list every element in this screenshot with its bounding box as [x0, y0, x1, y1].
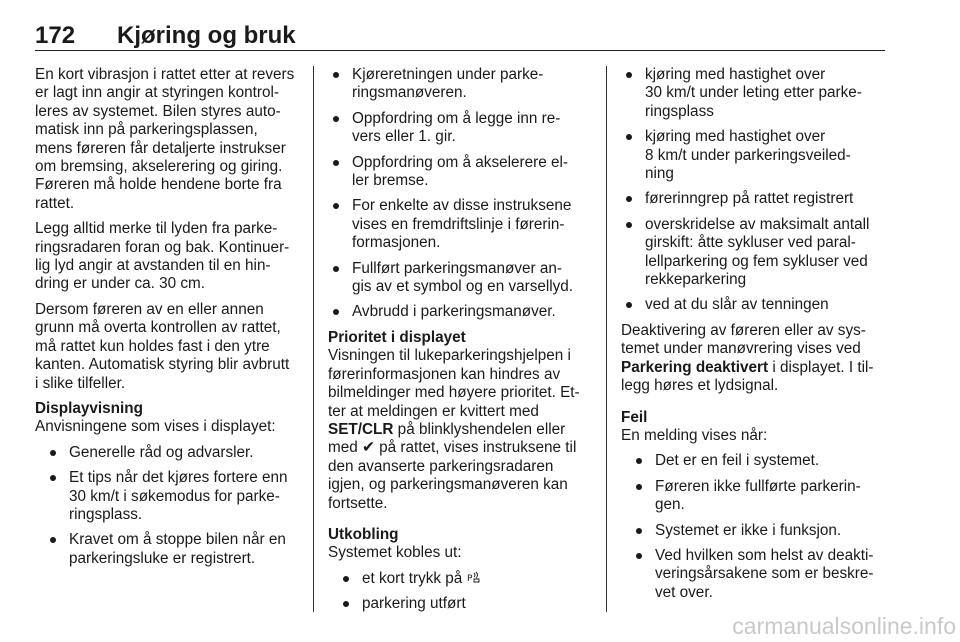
text-line: gis av et symbol og en varsellyd. [352, 278, 574, 296]
bullet-dot [626, 134, 632, 140]
text-line: førerinformasjonen kan hindres av [328, 365, 561, 383]
section-intro: En melding vises når: [621, 426, 768, 444]
list-item [45, 531, 301, 568]
text-line: Fullført parkeringsmanøver an- [352, 259, 562, 277]
section-intro: Systemet kobles ut: [328, 544, 462, 562]
text-line: vet over. [655, 583, 713, 601]
text-line: 30 km/t under leting etter parke- [645, 84, 862, 102]
text-line: formasjonen. [352, 234, 441, 252]
text-line: ved at du slår av tenningen [645, 296, 829, 314]
bullet-list [621, 452, 889, 602]
bullet-dot [626, 72, 632, 78]
section-heading: Prioritet i displayet [328, 328, 466, 346]
text-line: Oppfordring om å legge inn re- [352, 109, 561, 127]
section-heading: Utkobling [328, 525, 399, 543]
section-intro: Anvisningene som vises i displayet: [35, 418, 276, 436]
page-title: Kjøring og bruk [117, 22, 296, 49]
svg-text:P: P [466, 573, 472, 584]
text-line: SET/CLR på blinklyshendelen eller [328, 420, 566, 438]
text-line: Føreren må holde hendene borte fra [35, 176, 282, 194]
text-line: fortsette. [328, 494, 388, 512]
text-line: grunn må overta kontrollen av rattet, [35, 319, 281, 337]
text-line: ringsplass. [69, 505, 143, 523]
bullet-dot [343, 601, 349, 607]
text-line: igjen, og parkeringsmanøveren kan [328, 476, 568, 494]
text-line: 30 km/t i søkemodus for parke- [69, 487, 280, 505]
bullet-list [35, 444, 301, 568]
column-divider [606, 66, 607, 612]
section-heading: Feil [621, 408, 648, 426]
bullet-dot [626, 196, 632, 202]
text-line: er lagt inn angir at styringen kontrol- [35, 84, 280, 102]
text-line: rattet. [35, 194, 75, 212]
text-line: med ✔ på rattet, vises instruksene til [328, 439, 577, 457]
text-line: Oppfordring om å akselerere el- [352, 153, 568, 171]
paragraph [35, 220, 301, 294]
watermark: carmanualsonline.info [732, 613, 956, 639]
column-3: kjøring med hastighet over 30 km/t under leting etter parke- ringsplass kjøring med hastighet over 8 km/t under parkeringsveiled- ning førerinngrep på rattet registrert overskridelse av maksimalt antall girskift: åtte sykluser ved paral- lellparkering og fem sykluser ved rekkeparkering ved at du slår av tenningen Deaktivering av føreren eller av sys- temet under manøvrering vises ved Parkering deaktivert i displayet. I til- legg høres et lydsignal. Feil En melding vises når: Det er en feil i systemet. Føreren ikke fullførte parkerin- gen. Systemet er ikke i funksjon. Ved hvilken som helst av deakti- veringsårsakene som er beskre- vet over. [621, 66, 889, 609]
text-line: dring er under ca. 30 cm. [35, 275, 206, 293]
list-item [621, 296, 889, 314]
bullet-dot [343, 576, 349, 582]
text-line: Avbrudd i parkeringsmanøver. [352, 303, 556, 321]
text-line: ler bremse. [352, 172, 429, 190]
paragraph [328, 347, 596, 421]
text-line: ringsplass [645, 102, 714, 120]
text-line: veringsårsakene som er beskre- [655, 565, 874, 583]
list-item [631, 547, 889, 602]
display-message: Parkering deaktivert [621, 358, 769, 376]
bullet-dot [636, 484, 642, 490]
parking-assist-button-icon [467, 571, 480, 584]
bullet-dot [333, 203, 339, 209]
bullet-dot [333, 160, 339, 166]
text-line: leres av systemet. Bilen styres auto- [35, 102, 281, 120]
column-1 [35, 66, 301, 575]
bullet-dot [333, 309, 339, 315]
text-line: 8 km/t under parkeringsveiled- [645, 146, 851, 164]
text-line: kjøring med hastighet over [645, 128, 826, 146]
text-line: ringsmanøveren. [352, 84, 467, 102]
text-line: Dersom føreren av en eller annen [35, 300, 264, 318]
bullet-dot [333, 72, 339, 78]
list-item [631, 478, 889, 515]
paragraph [328, 458, 596, 513]
list-item [621, 128, 889, 183]
text-line: Systemet er ikke i funksjon. [655, 521, 842, 539]
text-line: Et tips når det kjøres fortere enn [69, 469, 288, 487]
list-item [621, 66, 889, 121]
paragraph [35, 301, 301, 393]
text-line: ning [645, 165, 674, 183]
text-line: må rattet kun holdes fast i den ytre [35, 337, 270, 355]
column-2 [328, 66, 596, 621]
bullet-dot [626, 222, 632, 228]
text-line: Parkering deaktivert i displayet. I til- [621, 358, 874, 376]
bullet-dot [636, 553, 642, 559]
list-item [328, 66, 596, 103]
page-number: 172 [35, 22, 76, 49]
bullet-dot [333, 116, 339, 122]
text-line: bilmeldinger med høyere prioritet. Et- [328, 384, 580, 402]
text-line: mens føreren får detaljerte instrukser [35, 139, 286, 157]
page-header [35, 22, 885, 51]
bullet-dot [636, 458, 642, 464]
bullet-dot [50, 450, 56, 456]
bullet-dot [50, 475, 56, 481]
checkmark-icon: ✔ [362, 439, 375, 457]
text-line: For enkelte av disse instruksene [352, 197, 572, 215]
bullet-dot [333, 266, 339, 272]
text-line: lig lyd angir at avstanden til en hin- [35, 257, 271, 275]
text-line: lellparkering og fem sykluser ved [645, 252, 868, 270]
list-item [621, 216, 889, 290]
list-item [328, 110, 596, 147]
text-line: Visningen til lukeparkeringshjelpen i [328, 347, 571, 365]
list-item [328, 197, 596, 252]
text-line: den avanserte parkeringsradaren [328, 457, 554, 475]
list-item: et kort trykk på P [338, 570, 596, 588]
list-item [328, 154, 596, 191]
bullet-list [621, 66, 889, 315]
section-heading: Displayvisning [35, 399, 143, 417]
text-line: om bremsing, akselerering og giring. [35, 158, 283, 176]
text-line: vers eller 1. gir. [352, 128, 456, 146]
bullet-dot [50, 537, 56, 543]
text-line: Generelle råd og advarsler. [69, 443, 254, 461]
text-line: ringsradaren foran og bak. Kontinuer- [35, 238, 290, 256]
text-line: overskridelse av maksimalt antall [645, 215, 870, 233]
list-item [328, 260, 596, 297]
bullet-dot [626, 302, 632, 308]
paragraph [35, 66, 301, 213]
list-item [45, 469, 301, 524]
text-line: i slike tilfeller. [35, 374, 126, 392]
list-item [631, 522, 889, 540]
text-line: Det er en feil i systemet. [655, 452, 820, 470]
text-line: Føreren ikke fullførte parkerin- [655, 477, 861, 495]
text-line: vises en fremdriftslinje i førerin- [352, 215, 565, 233]
text-line: parkeringsluke er registrert. [69, 549, 256, 567]
text-line: Legg alltid merke til lyden fra parke- [35, 220, 278, 238]
text-line: rekkeparkering [645, 271, 747, 289]
text-line: En kort vibrasjon i rattet etter at revers [35, 66, 295, 83]
list-item: parkering utført [338, 595, 596, 613]
column-divider [313, 66, 314, 612]
text-line: kanten. Automatisk styring blir avbrutt [35, 356, 290, 374]
text-line: Ved hvilken som helst av deakti- [655, 546, 874, 564]
text-line: ter at meldingen er kvittert med [328, 402, 539, 420]
list-item [621, 190, 889, 208]
text-line: kjøring med hastighet over [645, 66, 826, 83]
bullet-list [328, 66, 596, 322]
list-item [631, 452, 889, 470]
button-label: SET/CLR [328, 420, 394, 438]
text-line: matisk inn på parkeringsplassen, [35, 121, 258, 139]
list-item [45, 444, 301, 462]
bullet-dot [636, 528, 642, 534]
list-item [328, 303, 596, 321]
text-line: førerinngrep på rattet registrert [645, 190, 854, 208]
text-line: Kjøreretningen under parke- [352, 66, 544, 83]
text-line: girskift: åtte sykluser ved paral- [645, 234, 856, 252]
text-line: gen. [655, 496, 685, 514]
text-line: Kravet om å stoppe bilen når en [69, 531, 286, 549]
